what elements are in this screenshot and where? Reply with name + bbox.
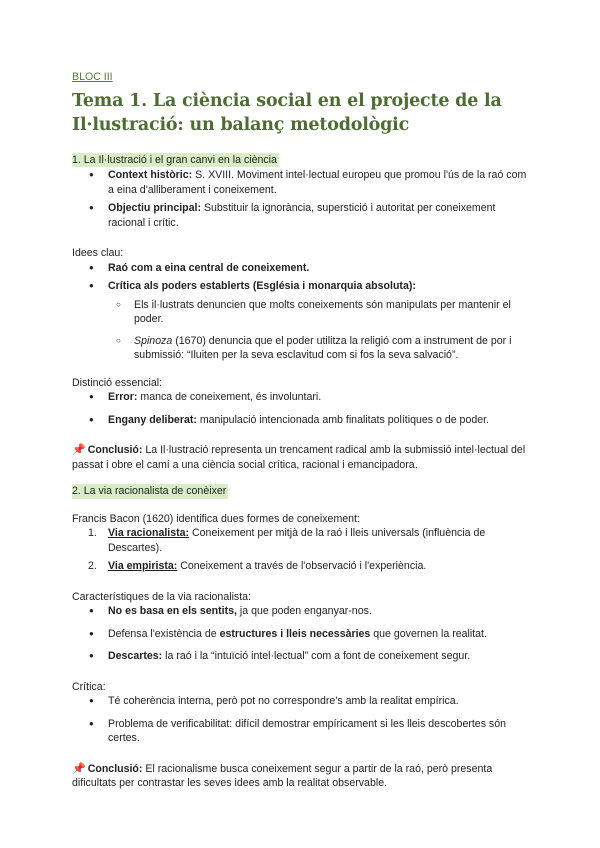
error-text: manca de coneixement, és involuntari. [137, 391, 322, 403]
section-heading-1: 1. La Il·lustració i el gran canvi en la ciència [72, 153, 277, 166]
list-item [72, 649, 530, 664]
objective-label: Objectiu principal: [108, 202, 202, 214]
sub-item-1: Els il·lustrats denuncien que molts coneixements són manipulats per mantenir el poder. [134, 298, 511, 325]
section-heading-2: 2. La via racionalista de conèixer [72, 485, 227, 497]
critique-label: Crítica: [72, 680, 106, 693]
list-item [72, 279, 530, 294]
list-item [72, 413, 530, 428]
numbered-item [72, 559, 530, 574]
conclusion-1 [72, 443, 530, 472]
crit-1: Té coherència interna, però pot no correspondre's amb la realitat empírica. [108, 695, 459, 707]
feat3-text: la raó i la “intuïció intel·lectual” com a font de coneixement segur. [162, 650, 471, 662]
crit-2: Problema de verificabilitat: difícil demostrar empíricament si les lleis descobertes són certes. [108, 717, 507, 744]
list-item [72, 390, 530, 405]
bloc-label: BLOC III [72, 71, 113, 83]
number-2: 2. [88, 560, 97, 572]
features-label: Característiques de la via racionalista: [72, 590, 252, 603]
feat3-label: Descartes: [108, 650, 163, 662]
objective-text: Substituir la ignorància, superstició i autoritat per coneixement racional i crític. [108, 202, 496, 229]
features-list [72, 604, 530, 664]
bacon-text: Francis Bacon (1620) identifica dues formes de coneixement: [72, 512, 360, 525]
conclusion-2 [72, 762, 530, 791]
conclusion-text: El racionalisme busca coneixement segur a partir de la raó, però presenta dificultats per contrastar les seves idees amb la realitat observable. [72, 762, 493, 789]
list-item [72, 627, 530, 642]
feat2-post: que governen la realitat. [370, 627, 487, 640]
idea-2: Crítica als poders establerts (Església i monarquia absoluta): [108, 280, 416, 292]
numbered-item [72, 526, 530, 555]
sub-item-2: (1670) denuncia que el poder utilitza la religió com a instrument de por i submissió: “Iluiten per la seva esclavitud com si fos la seva salvació”. [134, 334, 512, 361]
page-title: Tema 1. La ciència social en el projecte de la Il·lustració: un balanç metodològic [72, 90, 502, 135]
sub-list-item [72, 298, 530, 327]
list-item [72, 168, 530, 197]
via1-text: Coneixement per mitjà de la raó i lleis universals (influència de Descartes). [108, 527, 486, 554]
number-1: 1. [88, 527, 97, 539]
pushpin-icon: 📌 [72, 762, 86, 775]
list-item [72, 201, 530, 230]
list-item [72, 694, 530, 709]
deceit-label: Engany deliberat: [108, 413, 197, 426]
list-item [72, 717, 530, 746]
feat1-label: No es basa en els sentits, [108, 605, 237, 617]
distinction-label: Distinció essencial: [72, 376, 163, 389]
vias-list [72, 526, 530, 574]
context-label: Context històric: [108, 169, 193, 181]
conclusion-label: Conclusió: [87, 444, 143, 456]
pushpin-icon: 📌 [72, 444, 86, 456]
ideas-label: Idees clau: [72, 247, 124, 259]
ideas-list [72, 261, 530, 363]
list-item [72, 261, 530, 276]
feat2-bold: estructures i lleis necessàries [219, 627, 371, 640]
distinction-list [72, 390, 530, 427]
critique-list [72, 694, 530, 746]
list-item [72, 604, 530, 619]
spinoza-name: Spinoza [134, 334, 173, 347]
sub-list-item [72, 334, 530, 363]
conclusion-label: Conclusió: [87, 762, 143, 775]
via2-label: Via empirista: [108, 560, 178, 572]
idea-1: Raó com a eina central de coneixement. [108, 261, 310, 274]
feat1-text: ja que poden enganyar-nos. [236, 605, 372, 617]
via1-label: Via racionalista: [108, 527, 190, 539]
feat2-pre: Defensa l'existència de [108, 627, 220, 640]
via2-text: Coneixement a través de l'observació i l'experiència. [177, 560, 427, 572]
context-text: S. XVIII. Moviment intel·lectual europeu que promou l'ús de la raó com a eina d'alliberament i coneixement. [108, 169, 527, 196]
conclusion-text: La Il·lustració representa un trencament radical amb la submissió intel·lectual del passat i obre el camí a una ciència social crítica, racional i emancipadora. [72, 444, 526, 471]
deceit-text: manipulació intencionada amb finalitats polítiques o de poder. [196, 413, 489, 426]
error-label: Error: [108, 391, 138, 403]
context-list [72, 168, 530, 230]
